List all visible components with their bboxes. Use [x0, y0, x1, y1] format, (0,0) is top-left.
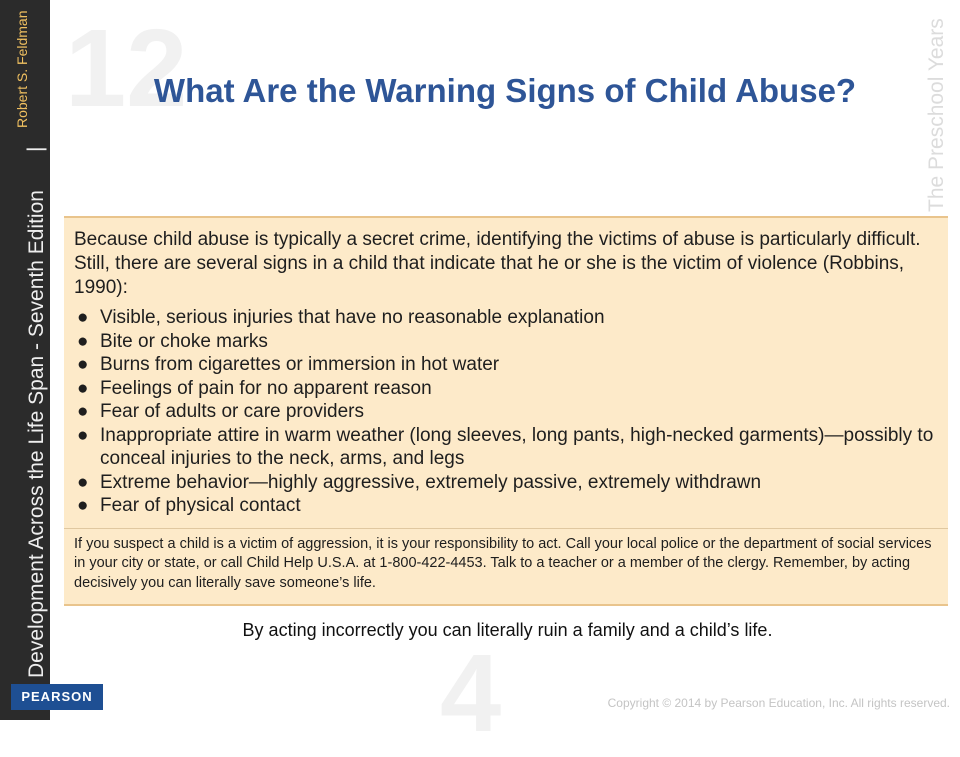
list-item: ● Fear of adults or care providers	[77, 401, 365, 422]
chapter-label: The Preschool Years	[925, 18, 948, 212]
bullet-icon: ●	[77, 424, 89, 446]
list-item: ● Inappropriate attire in warm weather (long sleeves, long pants, high-necked garments)—possibly to conceal injuries to the neck, arms, and legs	[77, 424, 934, 469]
pearson-logo: PEARSON	[11, 684, 103, 710]
list-item: ● Feelings of pain for no apparent reason	[77, 377, 432, 399]
bullet-icon: ●	[77, 401, 89, 422]
book-title: Development Across the Life Span - Seventh Edition	[25, 190, 48, 678]
watermark-number-4: 4	[440, 632, 502, 755]
bullet-icon: ●	[77, 307, 89, 328]
intro-text: Because child abuse is typically a secret crime, identifying the victims of abuse is particularly difficult. Still, there are several signs in a child that indicate that he or she is the victim of violence (Robbins, 1990):	[74, 229, 921, 298]
list-item: ● Burns from cigarettes or immersion in hot water	[77, 354, 500, 375]
sidebar-separator: |	[24, 146, 47, 152]
divider	[64, 528, 948, 529]
list-item: ● Bite or choke marks	[77, 330, 268, 352]
watermark-number-12: 12	[65, 7, 188, 130]
warning-signs-list	[74, 306, 936, 518]
bullet-icon: ●	[77, 377, 89, 399]
bullet-icon: ●	[77, 354, 89, 375]
list-item: ● Extreme behavior—highly aggressive, extremely passive, extremely withdrawn	[77, 471, 762, 493]
closing-text: If you suspect a child is a victim of aggression, it is your responsibility to act. Call your local police or the department of social services in your city or state, or call Child Help U.S.A. at 1-800-422-4453. Talk to a teacher or a member of the clergy. Remember, by acting decisively you can literally save someone’s life.	[74, 535, 932, 591]
author-name: Robert S. Feldman	[14, 10, 30, 128]
copyright: Copyright © 2014 by Pearson Education, Inc. All rights reserved.	[607, 696, 950, 710]
warning-signs-box	[64, 216, 948, 606]
caption: By acting incorrectly you can literally ruin a family and a child’s life.	[242, 620, 773, 640]
list-item: ● Visible, serious injuries that have no reasonable explanation	[77, 307, 605, 328]
bullet-icon: ●	[77, 330, 89, 352]
bullet-icon: ●	[77, 495, 89, 516]
bullet-icon: ●	[77, 471, 89, 493]
list-item: ● Fear of physical contact	[77, 495, 301, 516]
slide-title: What Are the Warning Signs of Child Abuse?	[153, 72, 857, 109]
